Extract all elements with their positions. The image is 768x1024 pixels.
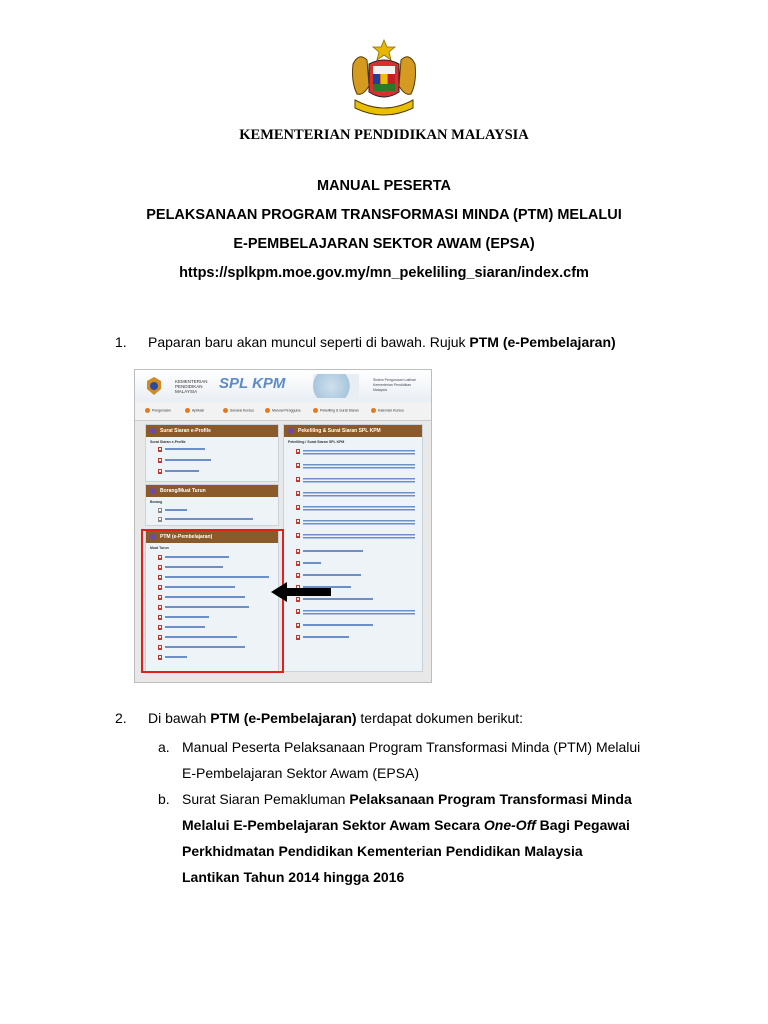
form-icon (158, 517, 162, 522)
panel-borang (145, 484, 279, 526)
document-title (0, 172, 768, 288)
ministry-logo-icon (145, 376, 163, 396)
nav-label: Manual Pengguna (272, 408, 301, 413)
panel-pekeliling (283, 424, 423, 672)
step-2-suffix: terdapat dokumen berikut: (356, 710, 524, 726)
step-2-bold: PTM (e-Pembelajaran) (210, 710, 357, 726)
panel-borang-section: Borang (150, 500, 163, 504)
book-icon (265, 408, 270, 413)
pdf-icon (296, 533, 300, 538)
nav-senarai-kursus[interactable] (223, 408, 254, 413)
pdf-icon (296, 505, 300, 510)
pdf-icon (296, 477, 300, 482)
nav-label: Pekeliling & Surat Siaran (320, 408, 359, 413)
title-line-1: MANUAL PESERTA (317, 178, 451, 194)
item-a (158, 734, 718, 794)
document-icon (313, 408, 318, 413)
panel-eprofile-section: Surat Siaran e-Profile (150, 440, 186, 444)
pdf-icon (296, 561, 300, 566)
panel-eprofile-title: Surat Siaran e-Profile (146, 425, 278, 437)
panel-pekeliling-title: Pekeliling & Surat Siaran SPL KPM (284, 425, 422, 437)
screenshot-brand: SPL KPM (219, 375, 286, 392)
arrow-left-icon (271, 582, 331, 602)
screenshot-header (135, 370, 431, 402)
item-b-bold-1: Pelaksanaan Program Transformasi Minda (349, 791, 632, 807)
panel-ptm-section: Muat Turun (150, 546, 169, 550)
item-b-italic: One-Off (483, 817, 536, 833)
form-icon (158, 508, 162, 513)
highlight-box (141, 529, 284, 673)
nav-label: Aplikasi (192, 408, 205, 413)
title-line-3: E-PEMBELAJARAN SEKTOR AWAM (EPSA) (233, 236, 535, 252)
home-icon (145, 408, 150, 413)
nav-aplikasi[interactable] (185, 408, 204, 413)
ministry-name: KEMENTERIAN PENDIDIKAN MALAYSIA (239, 127, 529, 143)
screenshot-right-caption: Sistem Pengurusan Latihan Kementerian Pendidikan Malaysia (373, 378, 416, 392)
item-b-line-2b: Bagi Pegawai (535, 817, 630, 833)
nav-label: Pengenalan (152, 408, 171, 413)
pdf-icon (296, 623, 300, 628)
nav-label: Kalendar Kursus (378, 408, 404, 413)
pdf-icon (296, 609, 300, 614)
step-1-text (148, 334, 616, 350)
item-b-lead: Surat Siaran Pemakluman (182, 791, 350, 807)
nav-manual-pengguna[interactable] (265, 408, 300, 413)
title-line-2: PELAKSANAAN PROGRAM TRANSFORMASI MINDA (PTM) MELALUI (146, 207, 622, 223)
item-b-line-4: Lantikan Tahun 2014 hingga 2016 (182, 869, 405, 885)
nav-kalendar[interactable] (371, 408, 404, 413)
calendar-icon (371, 408, 376, 413)
screenshot-nav (135, 402, 431, 421)
step-2-number: 2. (115, 710, 127, 726)
panel-ptm-title: PTM (e-Pembelajaran) (146, 531, 278, 543)
item-b-line-2 (182, 812, 630, 838)
item-b-line-2a: Melalui E-Pembelajaran Sektor Awam Secara (182, 817, 484, 833)
item-b-letter: b. (158, 791, 170, 807)
step-1-number: 1. (115, 334, 127, 350)
pdf-icon (296, 463, 300, 468)
screenshot-ministry-label: KEMENTERIAN PENDIDIKAN MALAYSIA (175, 379, 208, 394)
globe-banner-icon (313, 374, 359, 398)
step-1-plain: Paparan baru akan muncul seperti di bawah. Rujuk (148, 334, 470, 350)
app-icon (185, 408, 190, 413)
panel-pekeliling-section: Pekeliling / Surat Siaran SPL KPM (288, 440, 345, 444)
step-2-prefix: Di bawah (148, 710, 211, 726)
item-b (158, 786, 718, 896)
step-1-bold: PTM (e-Pembelajaran) (469, 334, 616, 350)
nav-label: Senarai Kursus (230, 408, 254, 413)
item-a-letter: a. (158, 739, 170, 755)
panel-borang-title: Borang/Muat Turun (146, 485, 278, 497)
coat-of-arms-icon (349, 38, 419, 122)
pdf-icon (296, 491, 300, 496)
item-b-line-1 (182, 786, 632, 812)
pdf-icon (296, 549, 300, 554)
list-icon (223, 408, 228, 413)
item-a-line-2: E-Pembelajaran Sektor Awam (EPSA) (182, 765, 420, 781)
step-2-text (148, 710, 523, 726)
title-url: https://splkpm.moe.gov.my/mn_pekeliling_siaran/index.cfm (179, 265, 589, 281)
nav-pekeliling[interactable] (313, 408, 359, 413)
pdf-icon (158, 447, 162, 452)
pdf-icon (296, 519, 300, 524)
pdf-icon (296, 573, 300, 578)
nav-pengenalan[interactable] (145, 408, 171, 413)
pdf-icon (158, 458, 162, 463)
item-b-line-3: Perkhidmatan Pendidikan Kementerian Pendidikan Malaysia (182, 843, 583, 859)
item-a-line-1: Manual Peserta Pelaksanaan Program Transformasi Minda (PTM) Melalui (182, 739, 641, 755)
pdf-icon (296, 635, 300, 640)
pdf-icon (158, 469, 162, 474)
pdf-icon (296, 449, 300, 454)
panel-eprofile (145, 424, 279, 482)
